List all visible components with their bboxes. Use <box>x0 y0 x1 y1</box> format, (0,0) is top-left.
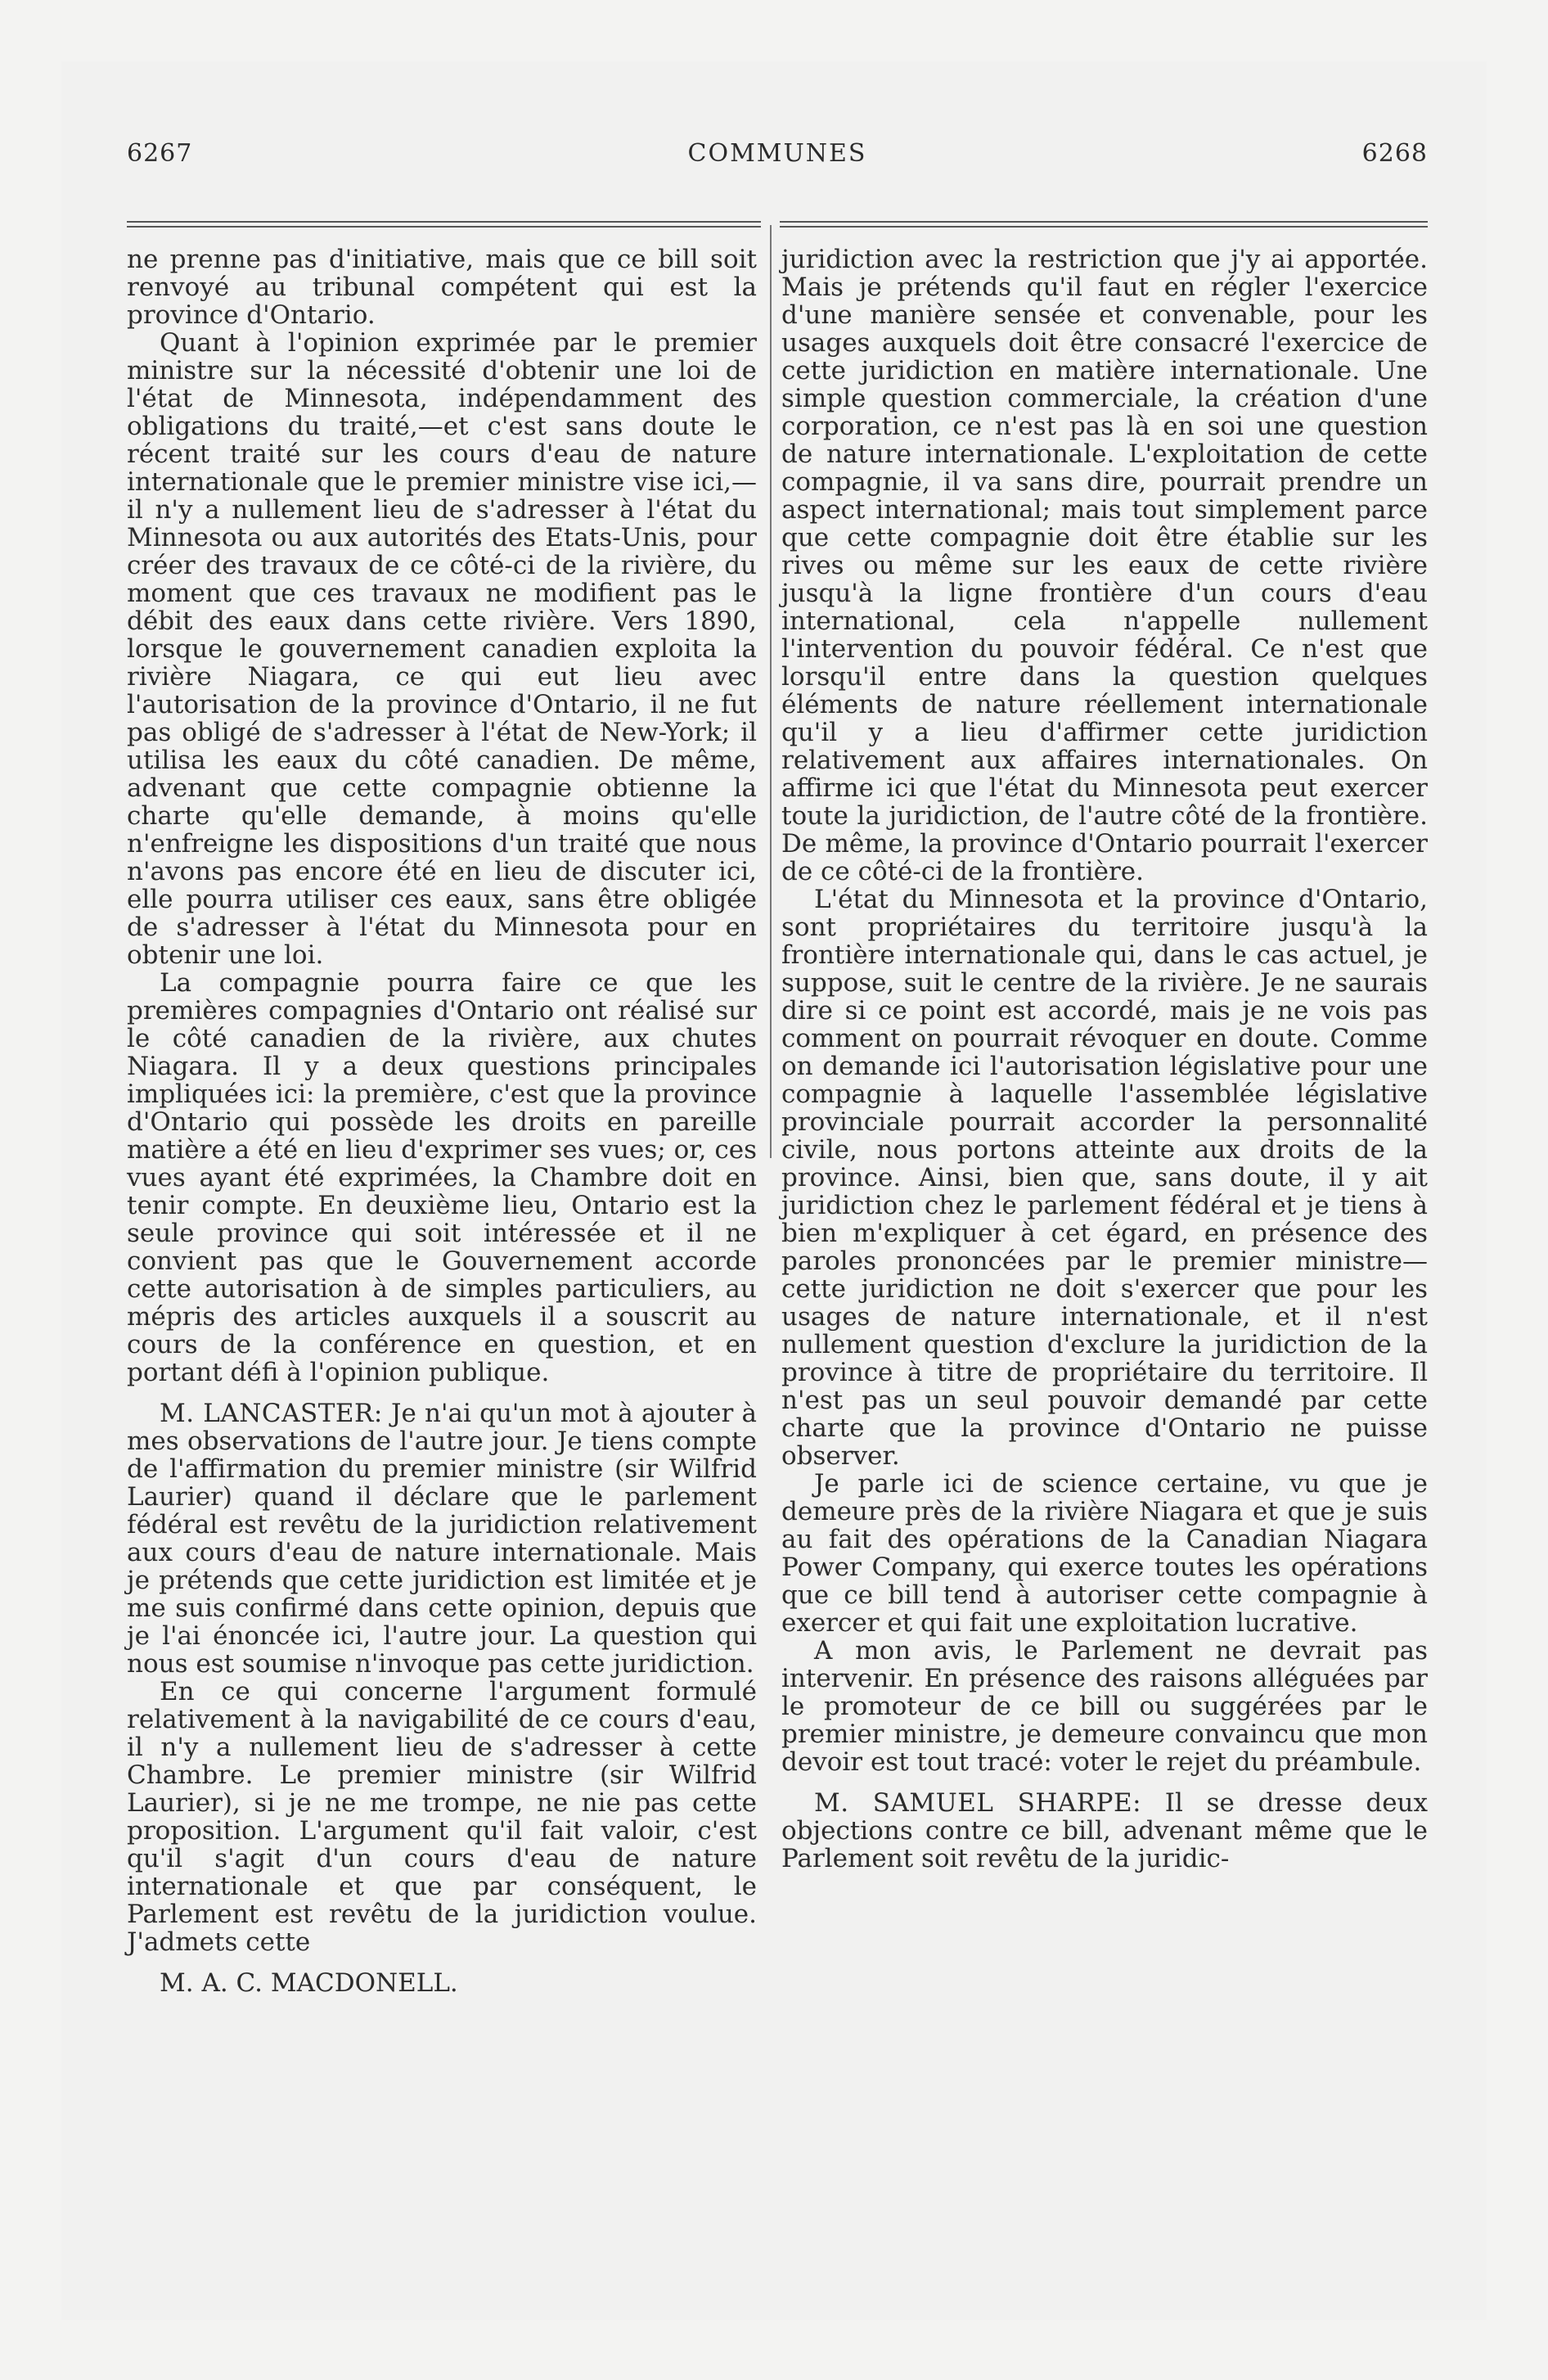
left-column <box>127 246 757 1997</box>
speech-paragraph <box>781 1789 1428 1873</box>
speech-paragraph <box>127 1400 757 1678</box>
page-header <box>127 139 1428 188</box>
paragraph: En ce qui concerne l'argument formulé relativement à la navigabilité de ce cours d'eau, il n'y a nullement lieu de s'adresser à cette Chambre. Le premier ministre (sir Wilfrid Laurier), si je ne me trompe, ne nie pas cette proposition. L'argument qu'il fait valoir, c'est qu'il s'agit d'un cours d'eau de nature internationale et que par conséquent, le Parlement est revêtu de la juridiction voulue. J'admets cette <box>127 1677 757 1957</box>
paragraph: A mon avis, le Parlement ne devrait pas intervenir. En présence des raisons alléguées par le promoteur de ce bill ou suggérées par le premier ministre, je demeure convaincu que mon devoir est tout tracé: voter le rejet du préambule. <box>781 1636 1428 1777</box>
header-rule-right <box>780 221 1428 228</box>
speaker-name: M. LANCASTER: <box>160 1399 383 1428</box>
speaker-name: M. SAMUEL SHARPE: <box>814 1788 1142 1818</box>
page-number-right: 6268 <box>1361 139 1428 168</box>
page-number-left: 6267 <box>127 139 193 168</box>
paragraph: Je parle ici de science certaine, vu que je demeure près de la rivière Niagara et que je suis au fait des opérations de la Canadian Niagara Power Company, qui exerce toutes les opérations que ce bill tend à autoriser cette compagnie à exercer et qui fait une exploitation lucrative. <box>781 1469 1428 1638</box>
right-column <box>781 246 1428 1873</box>
paragraph: La compagnie pourra faire ce que les premières compagnies d'Ontario ont réalisé sur le côté canadien de la rivière, aux chutes Niagara. Il y a deux questions principales impliquées ici: la première, c'est que la province d'Ontario qui possède les droits en pareille matière a été en lieu d'exprimer ses vues; or, ces vues ayant été exprimées, la Chambre doit en tenir compte. En deuxième lieu, Ontario est la seule province qui soit intéressée et il ne convient pas que le Gouvernement accorde cette autorisation à de simples particuliers, au mépris des articles auxquels il a souscrit au cours de la conférence en question, et en portant défi à l'opinion publique. <box>127 968 757 1387</box>
running-footer-signature: M. A. C. MACDONELL. <box>160 1968 458 1998</box>
paragraph: Quant à l'opinion exprimée par le premier ministre sur la nécessité d'obtenir une loi de l'état de Minnesota, indépendamment des obligations du traité,—et c'est sans doute le récent traité sur les cours d'eau de nature internationale que le premier ministre vise ici,—il n'y a nullement lieu de s'adresser à l'état du Minnesota ou aux autorités des Etats-Unis, pour créer des travaux de ce côté-ci de la rivière, du moment que ces travaux ne modifient pas le débit des eaux dans cette rivière. Vers 1890, lorsque le gouvernement canadien exploita la rivière Niagara, ce qui eut lieu avec l'autorisation de la province d'Ontario, il ne fut pas obligé de s'adresser à l'état de New-York; il utilisa les eaux du côté canadien. De même, advenant que cette compagnie obtienne la charte qu'elle demande, à moins qu'elle n'enfreigne les dispositions d'un traité que nous n'avons pas encore été en lieu de discuter ici, elle pourra utiliser ces eaux, sans être obligée de s'adresser à l'état du Minnesota pour en obtenir une loi. <box>127 328 757 970</box>
page-sheet <box>61 61 1487 2320</box>
paragraph: ne prenne pas d'initiative, mais que ce bill soit renvoyé au tribunal compétent qui est la province d'Ontario. <box>127 245 757 330</box>
paragraph: juridiction avec la restriction que j'y ai apportée. Mais je prétends qu'il faut en régler l'exercice d'une manière sensée et convenable, pour les usages auxquels doit être consacré l'exercice de cette juridiction en matière internationale. Une simple question commerciale, la création d'une corporation, ce n'est pas là en soi une question de nature internationale. L'exploitation de cette compagnie, il va sans dire, pourrait prendre un aspect international; mais tout simplement parce que cette compagnie doit être établie sur les rives ou même sur les eaux de cette rivière jusqu'à la ligne frontière d'un cours d'eau international, cela n'appelle nullement l'intervention du pouvoir fédéral. Ce n'est que lorsqu'il entre dans la question quelques éléments de nature réellement internationale qu'il y a lieu d'affirmer cette juridiction relativement aux affaires internationales. On affirme ici que l'état du Minnesota peut exercer toute la juridiction, de l'autre côté de la frontière. De même, la province d'Ontario pourrait l'exercer de ce côté-ci de la frontière. <box>781 245 1428 886</box>
column-divider <box>770 225 772 1158</box>
header-title: COMMUNES <box>687 139 867 168</box>
header-rule-left <box>127 221 761 228</box>
speech-text: Il se dresse deux objections contre ce bill, advenant même que le Parlement soit revêtu de la juridic- <box>781 1788 1428 1873</box>
speech-text: Je n'ai qu'un mot à ajouter à mes observations de l'autre jour. Je tiens compte de l'affirmation du premier ministre (sir Wilfrid Laurier) quand il déclare que le parlement fédéral est revêtu de la juridiction relativement aux cours d'eau de nature internationale. Mais je prétends que cette juridiction est limitée et je me suis confirmé dans cette opinion, depuis que je l'ai énoncée ici, l'autre jour. La question qui nous est soumise n'invoque pas cette juridiction. <box>127 1399 758 1679</box>
paragraph: L'état du Minnesota et la province d'Ontario, sont propriétaires du territoire jusqu'à la frontière internationale qui, dans le cas actuel, je suppose, suit le centre de la rivière. Je ne saurais dire si ce point est accordé, mais je ne vois pas comment on pourrait révoquer en doute. Comme on demande ici l'autorisation législative pour une compagnie à laquelle l'assemblée législative provinciale pourrait accorder la personnalité civile, nous portons atteinte aux droits de la province. Ainsi, bien que, sans doute, il y ait juridiction chez le parlement fédéral et je tiens à bien m'expliquer à cet égard, en présence des paroles prononcées par le premier ministre—cette juridiction ne doit s'exercer que pour les usages de nature internationale, et il n'est nullement question d'exclure la juridiction de la province à titre de propriétaire du territoire. Il n'est pas un seul pouvoir demandé par cette charte que la province d'Ontario ne puisse observer. <box>781 885 1428 1471</box>
